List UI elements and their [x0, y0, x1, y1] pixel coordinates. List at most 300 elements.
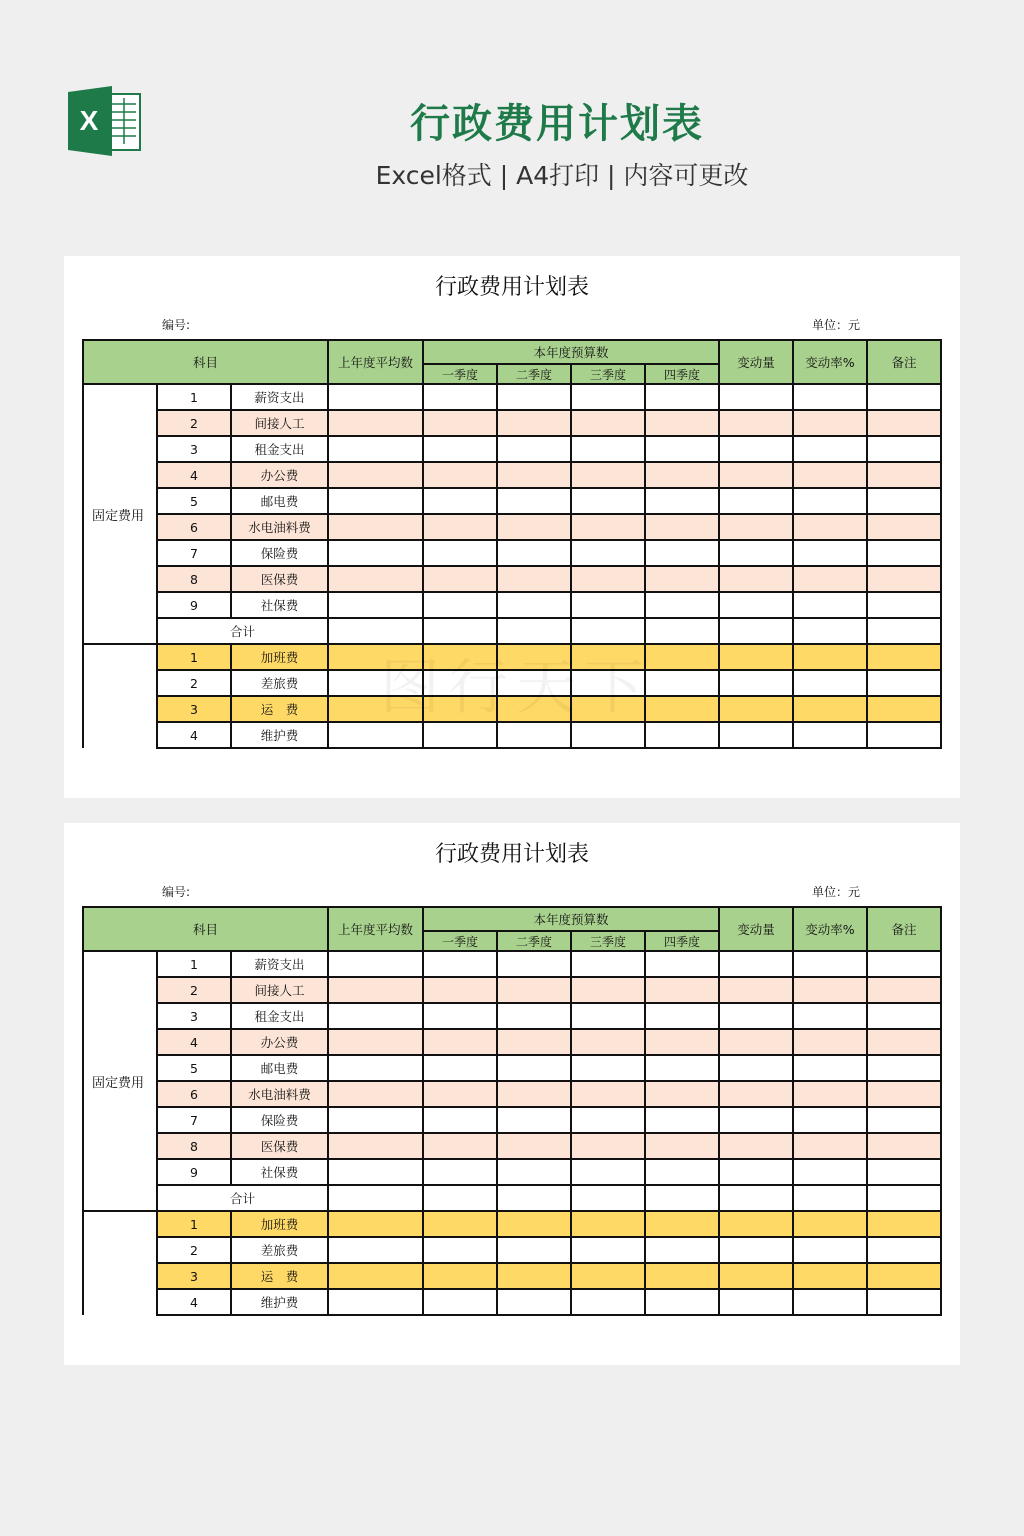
- data-cell[interactable]: [645, 384, 719, 410]
- data-cell[interactable]: [423, 1263, 497, 1289]
- data-cell[interactable]: [793, 1107, 867, 1133]
- data-cell[interactable]: [793, 1159, 867, 1185]
- data-cell[interactable]: [793, 951, 867, 977]
- data-cell[interactable]: [571, 951, 645, 977]
- expense-table: [82, 339, 942, 749]
- data-cell[interactable]: [423, 488, 497, 514]
- data-cell[interactable]: [571, 1133, 645, 1159]
- col-header-change: 变动量: [719, 907, 793, 951]
- data-cell[interactable]: [719, 462, 793, 488]
- row-item-name: 社保费: [231, 592, 328, 618]
- data-cell[interactable]: [571, 1211, 645, 1237]
- data-cell[interactable]: [328, 1055, 423, 1081]
- data-cell[interactable]: [497, 1289, 571, 1315]
- data-cell[interactable]: [645, 1211, 719, 1237]
- data-cell[interactable]: [719, 1159, 793, 1185]
- data-cell[interactable]: [571, 1159, 645, 1185]
- data-cell[interactable]: [645, 1107, 719, 1133]
- data-cell[interactable]: [497, 1081, 571, 1107]
- page-subtitle: Excel格式 | A4打印 | 内容可更改: [375, 161, 749, 190]
- data-cell[interactable]: [497, 951, 571, 977]
- data-cell[interactable]: [571, 488, 645, 514]
- data-cell[interactable]: [645, 1185, 719, 1211]
- data-cell[interactable]: [793, 384, 867, 410]
- data-cell[interactable]: [645, 1081, 719, 1107]
- data-cell[interactable]: [793, 618, 867, 644]
- col-header-q1: 一季度: [423, 364, 497, 384]
- data-cell[interactable]: [571, 618, 645, 644]
- col-header-change-rate: 变动率%: [793, 340, 867, 384]
- page-title: 行政费用计划表: [410, 101, 704, 147]
- data-cell[interactable]: [719, 566, 793, 592]
- data-cell[interactable]: [645, 462, 719, 488]
- data-cell[interactable]: [867, 462, 941, 488]
- data-cell[interactable]: [867, 1133, 941, 1159]
- data-cell[interactable]: [423, 410, 497, 436]
- group-label-variable: [83, 644, 157, 748]
- data-cell[interactable]: [793, 488, 867, 514]
- data-cell[interactable]: [719, 1263, 793, 1289]
- data-cell[interactable]: [719, 384, 793, 410]
- data-cell[interactable]: [571, 670, 645, 696]
- data-cell[interactable]: [328, 1263, 423, 1289]
- data-cell[interactable]: [793, 1289, 867, 1315]
- data-cell[interactable]: [867, 1081, 941, 1107]
- data-cell[interactable]: [423, 1159, 497, 1185]
- data-cell[interactable]: [719, 670, 793, 696]
- data-cell[interactable]: [867, 592, 941, 618]
- data-cell[interactable]: [793, 566, 867, 592]
- data-cell[interactable]: [867, 514, 941, 540]
- table-row: [83, 1263, 941, 1289]
- data-cell[interactable]: [328, 514, 423, 540]
- data-cell[interactable]: [497, 540, 571, 566]
- data-cell[interactable]: [497, 436, 571, 462]
- row-number: 3: [157, 1263, 231, 1289]
- data-cell[interactable]: [571, 644, 645, 670]
- data-cell[interactable]: [423, 384, 497, 410]
- data-cell[interactable]: [328, 1107, 423, 1133]
- row-number: 5: [157, 1055, 231, 1081]
- data-cell[interactable]: [497, 722, 571, 748]
- table-row: [83, 1211, 941, 1237]
- data-cell[interactable]: [328, 1003, 423, 1029]
- data-cell[interactable]: [571, 384, 645, 410]
- data-cell[interactable]: [719, 1289, 793, 1315]
- data-cell[interactable]: [423, 514, 497, 540]
- data-cell[interactable]: [571, 1055, 645, 1081]
- data-cell[interactable]: [867, 1263, 941, 1289]
- data-cell[interactable]: [497, 644, 571, 670]
- data-cell[interactable]: [423, 644, 497, 670]
- data-cell[interactable]: [867, 1107, 941, 1133]
- data-cell[interactable]: [423, 722, 497, 748]
- table-row: [83, 1159, 941, 1185]
- col-header-subject: 科目: [83, 907, 328, 951]
- data-cell[interactable]: [645, 540, 719, 566]
- data-cell[interactable]: [719, 410, 793, 436]
- data-cell[interactable]: [571, 436, 645, 462]
- data-cell[interactable]: [423, 1133, 497, 1159]
- data-cell[interactable]: [571, 1081, 645, 1107]
- row-number: 2: [157, 1237, 231, 1263]
- data-cell[interactable]: [328, 1237, 423, 1263]
- table-row: [83, 1133, 941, 1159]
- data-cell[interactable]: [497, 670, 571, 696]
- data-cell[interactable]: [328, 488, 423, 514]
- data-cell[interactable]: [793, 1133, 867, 1159]
- data-cell[interactable]: [423, 951, 497, 977]
- data-cell[interactable]: [645, 644, 719, 670]
- expense-table: [82, 906, 942, 1316]
- data-cell[interactable]: [867, 670, 941, 696]
- unit-label: 单位：元: [812, 885, 861, 899]
- data-cell[interactable]: [645, 951, 719, 977]
- data-cell[interactable]: [645, 488, 719, 514]
- data-cell[interactable]: [719, 540, 793, 566]
- data-cell[interactable]: [328, 1133, 423, 1159]
- data-cell[interactable]: [645, 1263, 719, 1289]
- col-header-last-year: 上年度平均数: [328, 340, 423, 384]
- data-cell[interactable]: [423, 696, 497, 722]
- data-cell[interactable]: [423, 1029, 497, 1055]
- data-cell[interactable]: [497, 1029, 571, 1055]
- data-cell[interactable]: [867, 1003, 941, 1029]
- row-number: 3: [157, 696, 231, 722]
- data-cell[interactable]: [793, 1211, 867, 1237]
- row-number: 5: [157, 488, 231, 514]
- data-cell[interactable]: [719, 488, 793, 514]
- data-cell[interactable]: [793, 540, 867, 566]
- data-cell[interactable]: [793, 670, 867, 696]
- row-item-name: 间接人工: [231, 410, 328, 436]
- row-item-name: 薪资支出: [231, 951, 328, 977]
- data-cell[interactable]: [867, 722, 941, 748]
- data-cell[interactable]: [571, 1029, 645, 1055]
- data-cell[interactable]: [328, 1211, 423, 1237]
- data-cell[interactable]: [867, 1185, 941, 1211]
- data-cell[interactable]: [793, 1055, 867, 1081]
- data-cell[interactable]: [571, 592, 645, 618]
- data-cell[interactable]: [645, 566, 719, 592]
- sheet-title: 行政费用计划表: [434, 842, 589, 867]
- data-cell[interactable]: [497, 566, 571, 592]
- col-header-q1: 一季度: [423, 931, 497, 951]
- row-number: 1: [157, 384, 231, 410]
- data-cell[interactable]: [328, 1159, 423, 1185]
- data-cell[interactable]: [328, 1185, 423, 1211]
- data-cell[interactable]: [719, 1185, 793, 1211]
- data-cell[interactable]: [793, 644, 867, 670]
- data-cell[interactable]: [719, 696, 793, 722]
- row-number: 8: [157, 566, 231, 592]
- data-cell[interactable]: [423, 1003, 497, 1029]
- data-cell[interactable]: [867, 644, 941, 670]
- data-cell[interactable]: [497, 410, 571, 436]
- data-cell[interactable]: [645, 1159, 719, 1185]
- data-cell[interactable]: [328, 644, 423, 670]
- data-cell[interactable]: [423, 566, 497, 592]
- data-cell[interactable]: [423, 592, 497, 618]
- data-cell[interactable]: [328, 1289, 423, 1315]
- data-cell[interactable]: [423, 1289, 497, 1315]
- data-cell[interactable]: [793, 1237, 867, 1263]
- data-cell[interactable]: [328, 696, 423, 722]
- table-row: [83, 592, 941, 618]
- data-cell[interactable]: [328, 540, 423, 566]
- table-row: [83, 436, 941, 462]
- data-cell[interactable]: [867, 1237, 941, 1263]
- data-cell[interactable]: [719, 977, 793, 1003]
- data-cell[interactable]: [571, 410, 645, 436]
- table-row: [83, 566, 941, 592]
- data-cell[interactable]: [719, 1107, 793, 1133]
- data-cell[interactable]: [423, 1081, 497, 1107]
- data-cell[interactable]: [793, 514, 867, 540]
- row-item-name: 间接人工: [231, 977, 328, 1003]
- data-cell[interactable]: [793, 1029, 867, 1055]
- data-cell[interactable]: [793, 592, 867, 618]
- data-cell[interactable]: [497, 1107, 571, 1133]
- table-row: [83, 951, 941, 977]
- data-cell[interactable]: [571, 1107, 645, 1133]
- row-number: 7: [157, 1107, 231, 1133]
- table-row: [83, 977, 941, 1003]
- data-cell[interactable]: [645, 1237, 719, 1263]
- data-cell[interactable]: [719, 618, 793, 644]
- data-cell[interactable]: [328, 436, 423, 462]
- data-cell[interactable]: [571, 1185, 645, 1211]
- data-cell[interactable]: [571, 514, 645, 540]
- subtotal-row: [83, 618, 941, 644]
- data-cell[interactable]: [719, 436, 793, 462]
- row-number: 2: [157, 670, 231, 696]
- data-cell[interactable]: [328, 1029, 423, 1055]
- data-cell[interactable]: [719, 514, 793, 540]
- data-cell[interactable]: [497, 1237, 571, 1263]
- data-cell[interactable]: [497, 1055, 571, 1081]
- data-cell[interactable]: [571, 1237, 645, 1263]
- data-cell[interactable]: [793, 977, 867, 1003]
- data-cell[interactable]: [793, 1185, 867, 1211]
- row-number: 2: [157, 977, 231, 1003]
- col-header-q3: 三季度: [571, 931, 645, 951]
- data-cell[interactable]: [423, 1237, 497, 1263]
- table-row: [83, 1081, 941, 1107]
- sheet-preview-1: [64, 256, 960, 798]
- data-cell[interactable]: [867, 410, 941, 436]
- data-cell[interactable]: [328, 1081, 423, 1107]
- data-cell[interactable]: [867, 951, 941, 977]
- col-header-q2: 二季度: [497, 364, 571, 384]
- data-cell[interactable]: [867, 1289, 941, 1315]
- row-number: 8: [157, 1133, 231, 1159]
- unit-label: 单位：元: [812, 318, 861, 332]
- col-header-change-rate: 变动率%: [793, 907, 867, 951]
- data-cell[interactable]: [793, 722, 867, 748]
- data-cell[interactable]: [867, 1029, 941, 1055]
- data-cell[interactable]: [719, 951, 793, 977]
- data-cell[interactable]: [423, 1211, 497, 1237]
- data-cell[interactable]: [497, 462, 571, 488]
- row-item-name: 差旅费: [231, 1237, 328, 1263]
- data-cell[interactable]: [867, 384, 941, 410]
- table-row: [83, 670, 941, 696]
- data-cell[interactable]: [645, 1029, 719, 1055]
- data-cell[interactable]: [497, 1211, 571, 1237]
- data-cell[interactable]: [423, 670, 497, 696]
- table-row: [83, 462, 941, 488]
- data-cell[interactable]: [645, 1055, 719, 1081]
- data-cell[interactable]: [867, 977, 941, 1003]
- data-cell[interactable]: [645, 696, 719, 722]
- data-cell[interactable]: [719, 1081, 793, 1107]
- data-cell[interactable]: [645, 514, 719, 540]
- data-cell[interactable]: [328, 410, 423, 436]
- data-cell[interactable]: [497, 696, 571, 722]
- data-cell[interactable]: [571, 462, 645, 488]
- data-cell[interactable]: [328, 462, 423, 488]
- group-label-fixed: 固定费用: [83, 384, 157, 644]
- data-cell[interactable]: [793, 1263, 867, 1289]
- data-cell[interactable]: [497, 618, 571, 644]
- data-cell[interactable]: [423, 436, 497, 462]
- row-number: 9: [157, 1159, 231, 1185]
- data-cell[interactable]: [793, 1003, 867, 1029]
- data-cell[interactable]: [497, 1185, 571, 1211]
- data-cell[interactable]: [423, 1107, 497, 1133]
- col-header-change: 变动量: [719, 340, 793, 384]
- data-cell[interactable]: [645, 436, 719, 462]
- data-cell[interactable]: [793, 436, 867, 462]
- row-item-name: 医保费: [231, 1133, 328, 1159]
- data-cell[interactable]: [645, 618, 719, 644]
- data-cell[interactable]: [328, 592, 423, 618]
- data-cell[interactable]: [867, 1055, 941, 1081]
- data-cell[interactable]: [793, 1081, 867, 1107]
- data-cell[interactable]: [423, 977, 497, 1003]
- table-row: [83, 722, 941, 748]
- data-cell[interactable]: [497, 1133, 571, 1159]
- subtotal-label: 合计: [157, 1185, 328, 1211]
- data-cell[interactable]: [571, 540, 645, 566]
- data-cell[interactable]: [328, 951, 423, 977]
- data-cell[interactable]: [423, 1185, 497, 1211]
- row-item-name: 运 费: [231, 696, 328, 722]
- data-cell[interactable]: [867, 618, 941, 644]
- col-header-budget: 本年度预算数: [423, 907, 719, 931]
- data-cell[interactable]: [423, 540, 497, 566]
- data-cell[interactable]: [645, 977, 719, 1003]
- data-cell[interactable]: [867, 436, 941, 462]
- data-cell[interactable]: [719, 1003, 793, 1029]
- row-number: 4: [157, 462, 231, 488]
- data-cell[interactable]: [719, 592, 793, 618]
- data-cell[interactable]: [645, 1133, 719, 1159]
- data-cell[interactable]: [423, 1055, 497, 1081]
- data-cell[interactable]: [497, 488, 571, 514]
- data-cell[interactable]: [793, 696, 867, 722]
- data-cell[interactable]: [571, 1003, 645, 1029]
- data-cell[interactable]: [719, 1133, 793, 1159]
- data-cell[interactable]: [867, 566, 941, 592]
- data-cell[interactable]: [645, 1003, 719, 1029]
- data-cell[interactable]: [719, 1055, 793, 1081]
- table-row: [83, 1289, 941, 1315]
- row-item-name: 薪资支出: [231, 384, 328, 410]
- data-cell[interactable]: [328, 977, 423, 1003]
- subtotal-row: [83, 1185, 941, 1211]
- data-cell[interactable]: [645, 410, 719, 436]
- data-cell[interactable]: [719, 1237, 793, 1263]
- table-row: [83, 514, 941, 540]
- row-item-name: 运 费: [231, 1263, 328, 1289]
- data-cell[interactable]: [571, 566, 645, 592]
- data-cell[interactable]: [645, 592, 719, 618]
- group-label-fixed: 固定费用: [83, 951, 157, 1211]
- row-item-name: 水电油料费: [231, 514, 328, 540]
- data-cell[interactable]: [328, 566, 423, 592]
- data-cell[interactable]: [328, 618, 423, 644]
- data-cell[interactable]: [328, 722, 423, 748]
- row-item-name: 加班费: [231, 1211, 328, 1237]
- row-number: 1: [157, 1211, 231, 1237]
- data-cell[interactable]: [571, 696, 645, 722]
- data-cell[interactable]: [645, 670, 719, 696]
- data-cell[interactable]: [867, 488, 941, 514]
- data-cell[interactable]: [497, 1263, 571, 1289]
- data-cell[interactable]: [497, 1159, 571, 1185]
- table-row: [83, 540, 941, 566]
- data-cell[interactable]: [719, 722, 793, 748]
- data-cell[interactable]: [328, 384, 423, 410]
- table-row: [83, 384, 941, 410]
- data-cell[interactable]: [497, 514, 571, 540]
- data-cell[interactable]: [497, 1003, 571, 1029]
- col-header-remark: 备注: [867, 340, 941, 384]
- data-cell[interactable]: [497, 384, 571, 410]
- data-cell[interactable]: [719, 644, 793, 670]
- data-cell[interactable]: [793, 410, 867, 436]
- data-cell[interactable]: [867, 540, 941, 566]
- data-cell[interactable]: [497, 592, 571, 618]
- table-row: [83, 1055, 941, 1081]
- data-cell[interactable]: [793, 462, 867, 488]
- data-cell[interactable]: [423, 462, 497, 488]
- data-cell[interactable]: [571, 1289, 645, 1315]
- row-number: 7: [157, 540, 231, 566]
- data-cell[interactable]: [571, 1263, 645, 1289]
- data-cell[interactable]: [867, 696, 941, 722]
- data-cell[interactable]: [571, 722, 645, 748]
- table-row: [83, 1237, 941, 1263]
- data-cell[interactable]: [867, 1159, 941, 1185]
- data-cell[interactable]: [497, 977, 571, 1003]
- data-cell[interactable]: [719, 1211, 793, 1237]
- data-cell[interactable]: [571, 977, 645, 1003]
- data-cell[interactable]: [867, 1211, 941, 1237]
- data-cell[interactable]: [423, 618, 497, 644]
- data-cell[interactable]: [328, 670, 423, 696]
- row-item-name: 邮电费: [231, 1055, 328, 1081]
- data-cell[interactable]: [719, 1029, 793, 1055]
- col-header-q3: 三季度: [571, 364, 645, 384]
- row-item-name: 邮电费: [231, 488, 328, 514]
- row-item-name: 保险费: [231, 1107, 328, 1133]
- row-item-name: 租金支出: [231, 436, 328, 462]
- data-cell[interactable]: [645, 1289, 719, 1315]
- data-cell[interactable]: [645, 722, 719, 748]
